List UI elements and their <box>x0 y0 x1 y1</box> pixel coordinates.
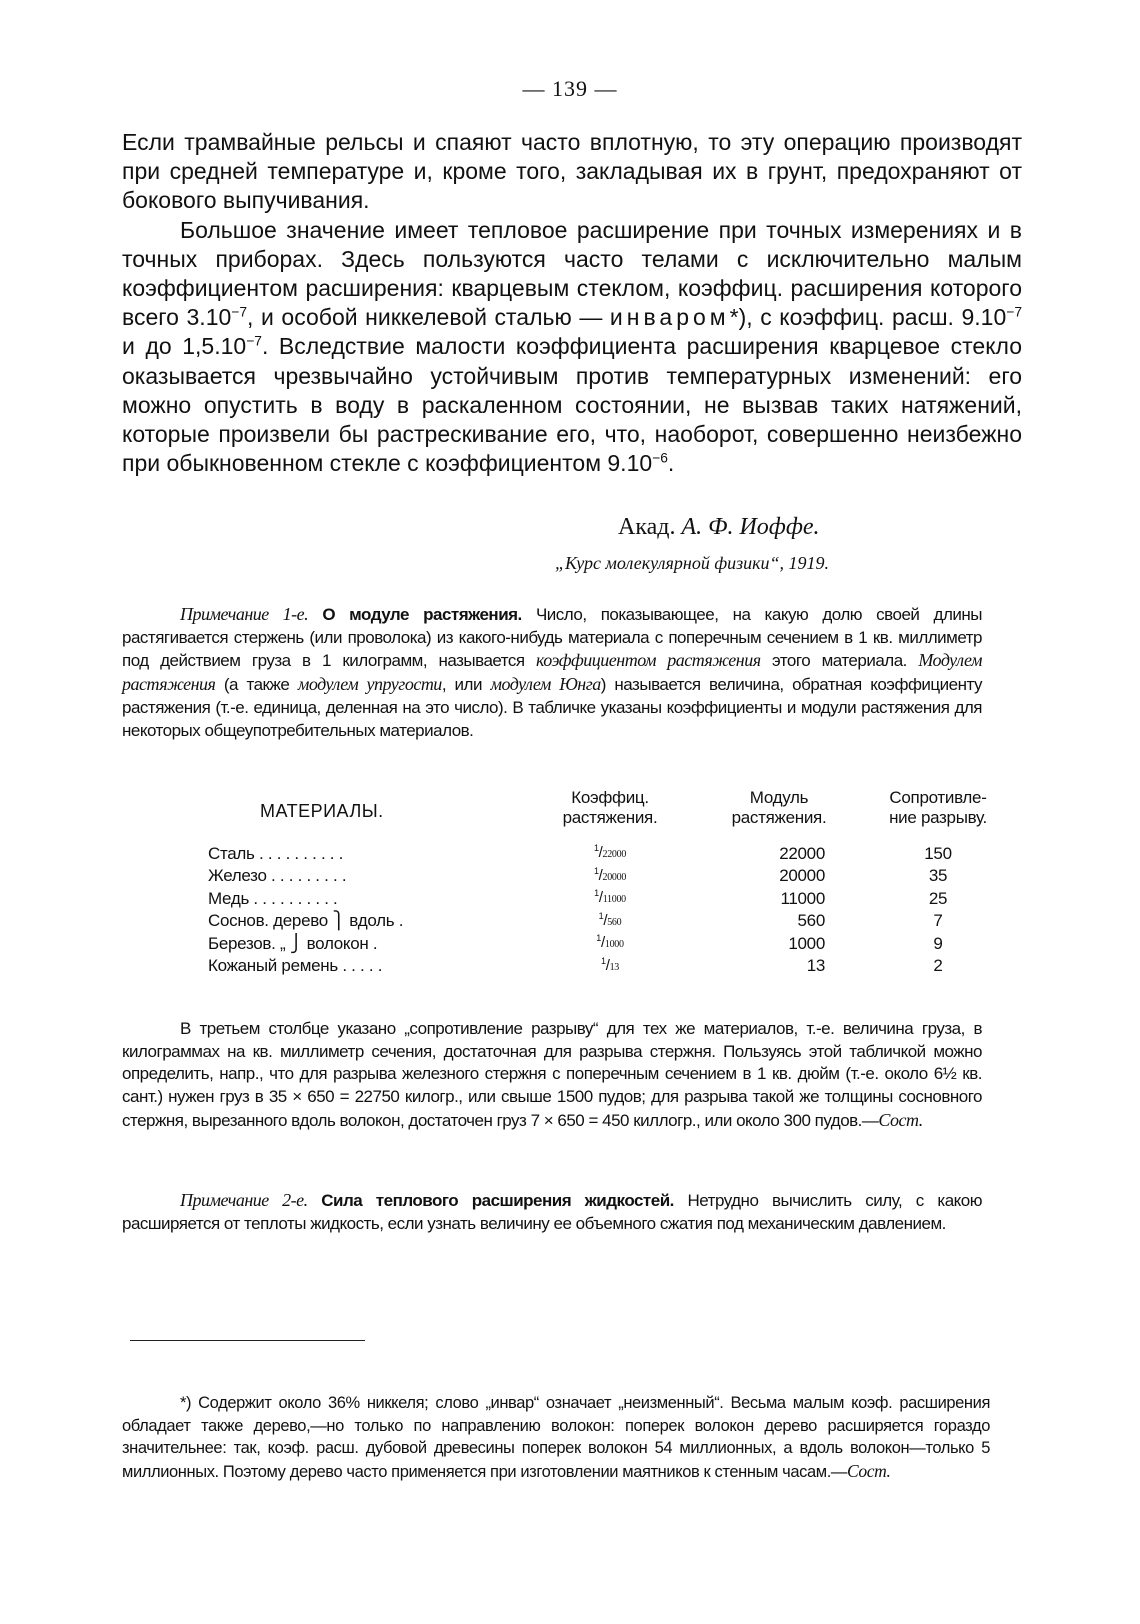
fraction <box>596 934 623 951</box>
header-line: ние разрыву. <box>889 808 987 827</box>
header-line: Модуль <box>749 788 809 807</box>
fraction-denominator: 11000 <box>602 894 626 905</box>
header-line: Коэффиц. <box>571 788 649 807</box>
fraction <box>594 844 626 861</box>
strength-cell: 25 <box>928 888 948 908</box>
fraction-denominator: 13 <box>609 961 619 973</box>
text-run: , или <box>441 675 491 695</box>
page-number: — 139 — <box>522 76 618 101</box>
header-coefficient <box>535 788 685 828</box>
exponent: −7 <box>1006 304 1022 320</box>
material-name: Кожаный ремень . . . . . <box>208 956 383 975</box>
text-run: . Вследствие малости коэффициента расширения кварцевое стекло оказывается чрезвычайно устойчивым против температурных изменений: его можно опустить в воду в раскаленном состоянии, не вызвав таких натяжений, которые произвели бы растрескивание его, что, наоборот, совершенно неизбежно при обыкновенном стекле с коэффициентом 9.10 <box>122 333 1022 477</box>
note-1-label: Примечание 1-е. <box>180 604 309 624</box>
coefficient-cell <box>535 865 685 888</box>
header-line: Сопротивле- <box>889 788 987 807</box>
fraction <box>599 912 622 929</box>
note-1-title: О модуле растяжения. <box>322 605 522 624</box>
modulus-cell: 13 <box>806 956 825 975</box>
table-row <box>208 932 1003 955</box>
header-line: растяжения. <box>562 808 658 827</box>
fraction <box>594 867 626 884</box>
term: коэффициентом растяжения <box>536 650 761 671</box>
strength-cell: 7 <box>933 911 943 930</box>
note-1 <box>122 603 982 742</box>
text-run: ) называется величина, обратная коэффициенту растяжения (т.-е. единица, деленная на это число). В табличке указаны коэффициенты и модули растяжения для некоторых общеупотребительных материалов. <box>122 675 982 740</box>
note-2-title: Сила теплового расширения жидкостей. <box>321 1191 674 1210</box>
modulus-cell: 22000 <box>779 843 825 863</box>
table-row <box>208 887 1003 910</box>
text-run: . <box>667 450 675 477</box>
note-2-paragraph <box>122 1189 982 1235</box>
material-name: Железо . . . . . . . . . <box>208 866 347 885</box>
table-row <box>208 955 1003 978</box>
fraction-slash: / <box>598 844 603 861</box>
strength-cell: 35 <box>928 866 948 885</box>
signature <box>618 514 820 541</box>
table-row <box>208 910 1003 933</box>
note-2-label: Примечание 2-е. <box>180 1190 308 1210</box>
signature-name: А. Ф. Иоффе. <box>681 514 820 540</box>
exponent: −6 <box>652 450 668 466</box>
modulus-cell: 20000 <box>779 866 825 885</box>
exponent: −7 <box>231 304 248 320</box>
material-name: Сталь . . . . . . . . . . <box>208 843 344 863</box>
term: модулем Юнга <box>490 674 601 695</box>
header-materials: МАТЕРИАЛЫ. <box>260 801 384 821</box>
text-run: и до 1,5.10 <box>122 333 247 360</box>
note-2 <box>122 1189 982 1235</box>
fraction-numerator: 1 <box>593 865 599 876</box>
term: модулем упругости <box>297 674 442 695</box>
term: Модулем растяжения <box>122 650 983 695</box>
coefficient-cell <box>535 842 685 865</box>
fraction-numerator: 1 <box>593 843 599 853</box>
text-run: , и особой никкелевой сталью — <box>247 304 610 331</box>
fraction-slash: / <box>605 956 610 974</box>
modulus-cell: 1000 <box>788 933 825 953</box>
fraction-numerator: 1 <box>601 955 606 966</box>
header-strength <box>873 788 1003 828</box>
note-1-continued-paragraph <box>122 1018 982 1133</box>
exponent: −7 <box>246 333 262 349</box>
footnote-paragraph <box>122 1392 990 1484</box>
paragraph-thermal-expansion <box>122 216 1022 479</box>
fraction <box>601 957 619 974</box>
strength-cell: 2 <box>933 956 943 975</box>
fraction-numerator: 1 <box>594 888 599 898</box>
paragraph-tram-rails: Если трамвайные рельсы и спаяют часто вплотную, то эту операцию производят при средней температуре и, кроме того, закладывая их в грунт, предохраняют от бокового выпучивания. <box>122 129 1022 214</box>
author-abbrev: Сост. <box>846 1461 891 1482</box>
material-name: Медь . . . . . . . . . . <box>208 888 338 908</box>
term-invar: инваром <box>609 304 730 331</box>
footnote <box>122 1392 990 1484</box>
fraction <box>594 889 626 906</box>
author-abbrev: Сост. <box>878 1109 923 1130</box>
material-name: Соснов. дерево ⎫ вдоль . <box>208 911 404 930</box>
spacer <box>208 828 1003 842</box>
header-modulus <box>685 788 873 828</box>
signature-prefix: Акад. <box>618 514 676 540</box>
fraction-denominator: 1000 <box>604 939 624 950</box>
footnote-separator <box>130 1340 365 1341</box>
table-header-row <box>208 788 1003 828</box>
fraction-numerator: 1 <box>598 910 604 921</box>
fraction-slash: / <box>598 889 603 906</box>
text-run: Число, показывающее, на какую долю своей длины растягивается стержень (или проволока) из какого-нибудь материала с поперечным сечением в 1 кв. миллиметр под действием груза в 1 килограмм, называется <box>122 605 983 671</box>
coefficient-cell <box>535 932 685 955</box>
text-run: Большое значение имеет тепловое расширение при точных измерениях и в точных приборах. Здесь пользуются часто телами с исключительно малым коэффициентом расширения: кварцевым стеклом, коэффиц. расширения которого всего 3.10 <box>122 216 1022 331</box>
fraction-slash: / <box>598 866 603 884</box>
fraction-denominator: 22000 <box>602 849 627 860</box>
note-1-paragraph <box>122 603 982 742</box>
text-run: *), с коэффиц. расш. 9.10 <box>729 304 1007 331</box>
text-run: *) Содержит около 36% никкеля; слово „инвар“ означает „неизменный“. Весьма малым коэф. расширения обладает также дерево,—но только по направлению волокон: поперек волокон дерево расширяется гораздо значительнее: так, коэф. расш. дубовой древесины поперек волокон 54 миллионных, а вдоль волокон—только 5 миллионных. Поэтому дерево часто применяется при изготовлении маятников к стенным часам.— <box>122 1394 990 1482</box>
table-row <box>208 842 1003 865</box>
fraction-denominator: 560 <box>607 916 622 928</box>
fraction-denominator: 20000 <box>602 871 627 883</box>
modulus-cell: 11000 <box>780 888 825 908</box>
text-run: этого материала. <box>760 651 919 671</box>
coefficient-cell <box>535 887 685 910</box>
text-run: В третьем столбце указано „сопротивление разрыву“ для тех же материалов, т.-е. величина груза, в килограммах на кв. миллиметр сечения, достаточная для разрыва стержня. Пользуясь этой табличкой можно определить, напр., что для разрыва железного стержня с поперечным сечением в 1 кв. дюйм (т.-е. около 6½ кв. сант.) нужен груз в 35 × 650 = 22750 килогр., или свыше 1500 пудов; для разрыва такой же толщины сосновного стержня, вырезанного вдоль волокон, достаточен груз 7 × 650 = 450 киллогр., или около 300 пудов.— <box>122 1019 982 1130</box>
modulus-cell: 560 <box>797 911 825 930</box>
table-row <box>208 865 1003 888</box>
header-line: растяжения. <box>731 808 827 827</box>
coefficient-cell <box>535 910 685 933</box>
materials-table <box>208 788 1003 977</box>
note-1-continued <box>122 1018 982 1133</box>
main-text <box>122 128 1022 478</box>
fraction-numerator: 1 <box>596 933 602 943</box>
strength-cell: 150 <box>924 843 952 863</box>
signature-source: „Курс молекулярной физики“, 1919. <box>555 553 830 573</box>
text-run: Нетрудно вычислить силу, с какою расширяется от теплоты жидкость, если узнать величину ее объемного сжатия под механическим давлением. <box>122 1191 982 1233</box>
fraction-slash: / <box>603 911 608 929</box>
strength-cell: 9 <box>933 933 943 953</box>
fraction-slash: / <box>601 934 605 951</box>
material-name: Березов. „ ⎭ волокон . <box>208 933 378 953</box>
coefficient-cell <box>535 955 685 978</box>
text-run: (а также <box>215 675 298 695</box>
